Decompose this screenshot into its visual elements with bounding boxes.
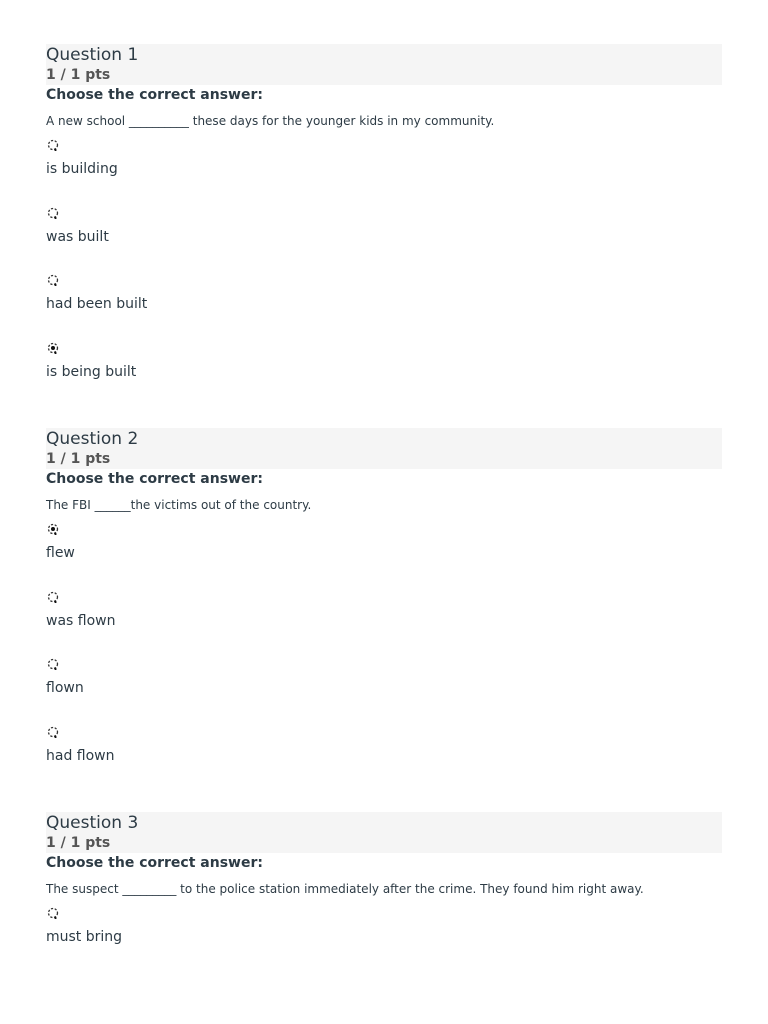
answer-option[interactable] [46, 272, 722, 340]
question-header [46, 428, 722, 469]
answer-option[interactable] [46, 205, 722, 273]
radio-button[interactable] [47, 523, 59, 535]
question-prompt: Choose the correct answer: [46, 855, 263, 871]
radio-button[interactable] [47, 591, 59, 603]
radio-button[interactable] [47, 726, 59, 738]
question-prompt: Choose the correct answer: [46, 87, 263, 103]
answer-label[interactable]: had been built [46, 296, 148, 312]
radio-selected-dot [51, 346, 55, 350]
answer-option[interactable] [46, 656, 722, 724]
answer-list [46, 137, 722, 407]
answer-option[interactable] [46, 521, 722, 589]
answer-label[interactable]: is being built [46, 363, 137, 380]
question-1 [46, 44, 722, 407]
radio-button[interactable] [47, 658, 59, 670]
question-points: 1 / 1 pts [46, 451, 111, 467]
answer-option[interactable] [46, 589, 722, 657]
question-title: Question 3 [46, 813, 139, 833]
question-text: The FBI ______the victims out of the country. [46, 498, 312, 512]
question-text: The suspect _________ to the police station immediately after the crime. They found him right away. [46, 882, 644, 896]
answer-list [46, 905, 722, 973]
answer-label[interactable]: had flown [46, 747, 115, 764]
question-header [46, 812, 722, 853]
radio-button[interactable] [47, 342, 59, 354]
question-title: Question 2 [46, 429, 139, 449]
question-prompt: Choose the correct answer: [46, 471, 263, 487]
answer-label[interactable]: flew [46, 545, 75, 561]
radio-button[interactable] [47, 207, 59, 219]
answer-label[interactable]: flown [46, 680, 84, 696]
radio-button[interactable] [47, 907, 59, 919]
answer-label[interactable]: was flown [46, 612, 116, 629]
answer-label[interactable]: is building [46, 161, 118, 177]
radio-button[interactable] [47, 139, 59, 151]
answer-option[interactable] [46, 905, 722, 973]
question-points: 1 / 1 pts [46, 67, 111, 83]
question-title: Question 1 [46, 45, 139, 65]
answer-label[interactable]: must bring [46, 929, 123, 945]
question-2 [46, 428, 722, 791]
question-text: A new school __________ these days for the younger kids in my community. [46, 114, 495, 128]
question-3 [46, 812, 722, 973]
answer-option[interactable] [46, 724, 722, 792]
question-header [46, 44, 722, 85]
radio-button[interactable] [47, 274, 59, 286]
answer-label[interactable]: was built [46, 228, 109, 245]
question-points: 1 / 1 pts [46, 835, 111, 851]
answer-option[interactable] [46, 340, 722, 408]
radio-selected-dot [51, 527, 55, 531]
answer-option[interactable] [46, 137, 722, 205]
answer-list [46, 521, 722, 791]
